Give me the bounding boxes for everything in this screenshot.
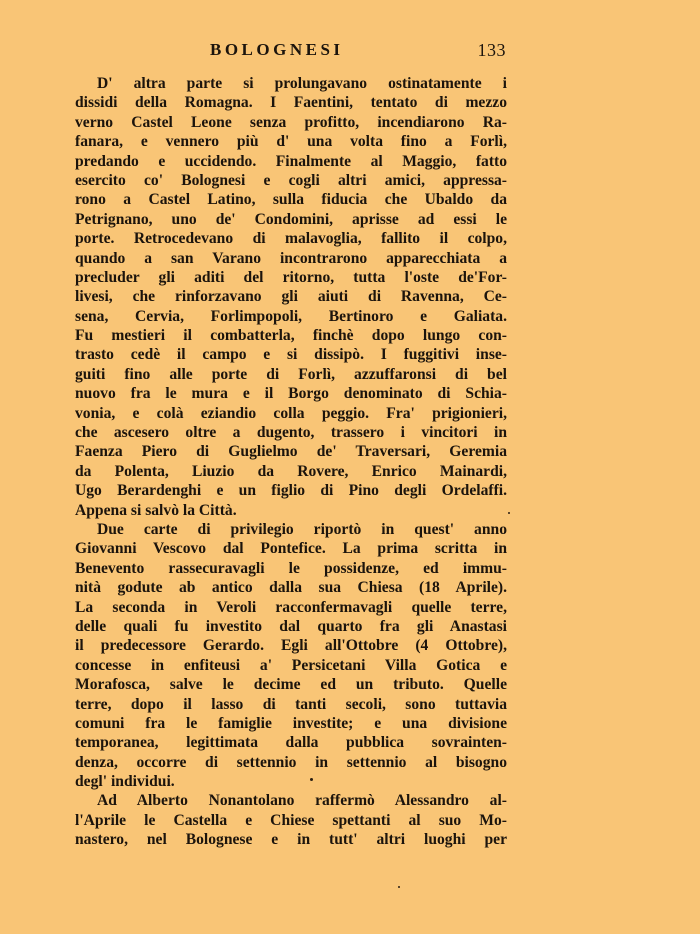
text-line: comuni fra le famiglie investite; e una divisione xyxy=(75,714,507,732)
text-line: Benevento rassecuravagli le possidenze, ed immu- xyxy=(75,559,507,577)
text-line: nità godute ab antico dalla sua Chiesa (18 Aprile). xyxy=(75,579,507,597)
text-line: dissidi della Romagna. I Faentini, tentato di mezzo xyxy=(75,94,507,112)
text-line: Ugo Berardenghi e un figlio di Pino degli Ordelaffi. xyxy=(75,482,507,500)
text-line: nuovo fra le mura e il Borgo denominato di Schia- xyxy=(75,385,507,403)
text-line: temporanea, legittimata dalla pubblica sovrainten- xyxy=(75,734,507,752)
paragraph-last-line: Appena si salvò la Città. xyxy=(75,501,237,519)
text-line: Giovanni Vescovo dal Pontefice. La prima scritta in xyxy=(75,540,507,558)
text-line: nastero, nel Bolognese e in tutt' altri luoghi per xyxy=(75,831,507,849)
running-head xyxy=(86,40,506,66)
text-line: rono a Castel Latino, sulla fiducia che Ubaldo da xyxy=(75,191,507,209)
text-line: l'Aprile le Castella e Chiese spettanti al suo Mo- xyxy=(75,811,507,829)
text-line: trasto cedè il campo e si dissipò. I fuggitivi inse- xyxy=(75,346,507,364)
page-number: 133 xyxy=(477,40,506,60)
text-line: Ad Alberto Nonantolano raffermò Alessandro al- xyxy=(97,792,507,810)
text-line: verno Castel Leone senza profitto, incendiarono Ra- xyxy=(75,113,507,131)
text-line: concesse in enfiteusi a' Persicetani Villa Gotica e xyxy=(75,656,507,674)
text-line: D' altra parte si prolungavano ostinatamente i xyxy=(97,75,507,92)
text-line: Morafosca, salve le decime ed un tributo. Quelle xyxy=(75,676,507,694)
ink-speck xyxy=(398,886,400,888)
text-line: La seconda in Veroli racconfermavagli quelle terre, xyxy=(75,598,507,616)
text-line: quando a san Varano incontrarono apparecchiata a xyxy=(75,249,507,267)
text-line: delle quali fu investito dal quarto fra gli Anastasi xyxy=(75,617,507,635)
text-line: denza, occorre di settennio in settennio al bisogno xyxy=(75,753,507,771)
text-line: Petrignano, uno de' Condomini, aprisse ad essi le xyxy=(75,210,507,228)
text-line: sena, Cervia, Forlimpopoli, Bertinoro e Galiata. xyxy=(75,307,507,325)
text-line: che ascesero oltre a dugento, trassero i vincitori in xyxy=(75,424,507,442)
body-text xyxy=(75,74,507,850)
text-line: esercito co' Bolognesi e cogli altri amici, appressa- xyxy=(75,171,507,189)
text-line: predando e uccidendo. Finalmente al Maggio, fatto xyxy=(75,152,507,170)
text-line: il predecessore Gerardo. Egli all'Ottobre (4 Ottobre), xyxy=(75,637,507,655)
text-line: precluder gli aditi del ritorno, tutta l'oste de'For- xyxy=(75,268,507,286)
paragraph-last-line: degl' individui. xyxy=(75,773,175,791)
text-line: guiti fino alle porte di Forlì, azzuffaronsi di bel xyxy=(75,365,507,383)
text-line: Faenza Piero di Guglielmo de' Traversari, Geremia xyxy=(75,443,507,461)
text-line: porte. Retrocedevano di malavoglia, fallito il colpo, xyxy=(75,230,507,248)
text-line: Due carte di privilegio riportò in quest' anno xyxy=(97,520,507,538)
ink-speck xyxy=(508,512,510,514)
ink-speck xyxy=(310,778,313,781)
running-title: BOLOGNESI xyxy=(210,40,344,59)
text-line: vonia, e colà eziandio colla peggio. Fra' prigionieri, xyxy=(75,404,507,422)
text-line: fanara, e vennero più d' una volta fino a Forlì, xyxy=(75,133,507,151)
text-line: terre, dopo il lasso di tanti secoli, sono tuttavia xyxy=(75,695,507,713)
text-line: da Polenta, Liuzio da Rovere, Enrico Mainardi, xyxy=(75,462,507,480)
text-line: livesi, che rinforzavano gli aiuti di Ravenna, Ce- xyxy=(75,288,507,306)
text-line: Fu mestieri il combatterla, finchè dopo lungo con- xyxy=(75,327,507,345)
